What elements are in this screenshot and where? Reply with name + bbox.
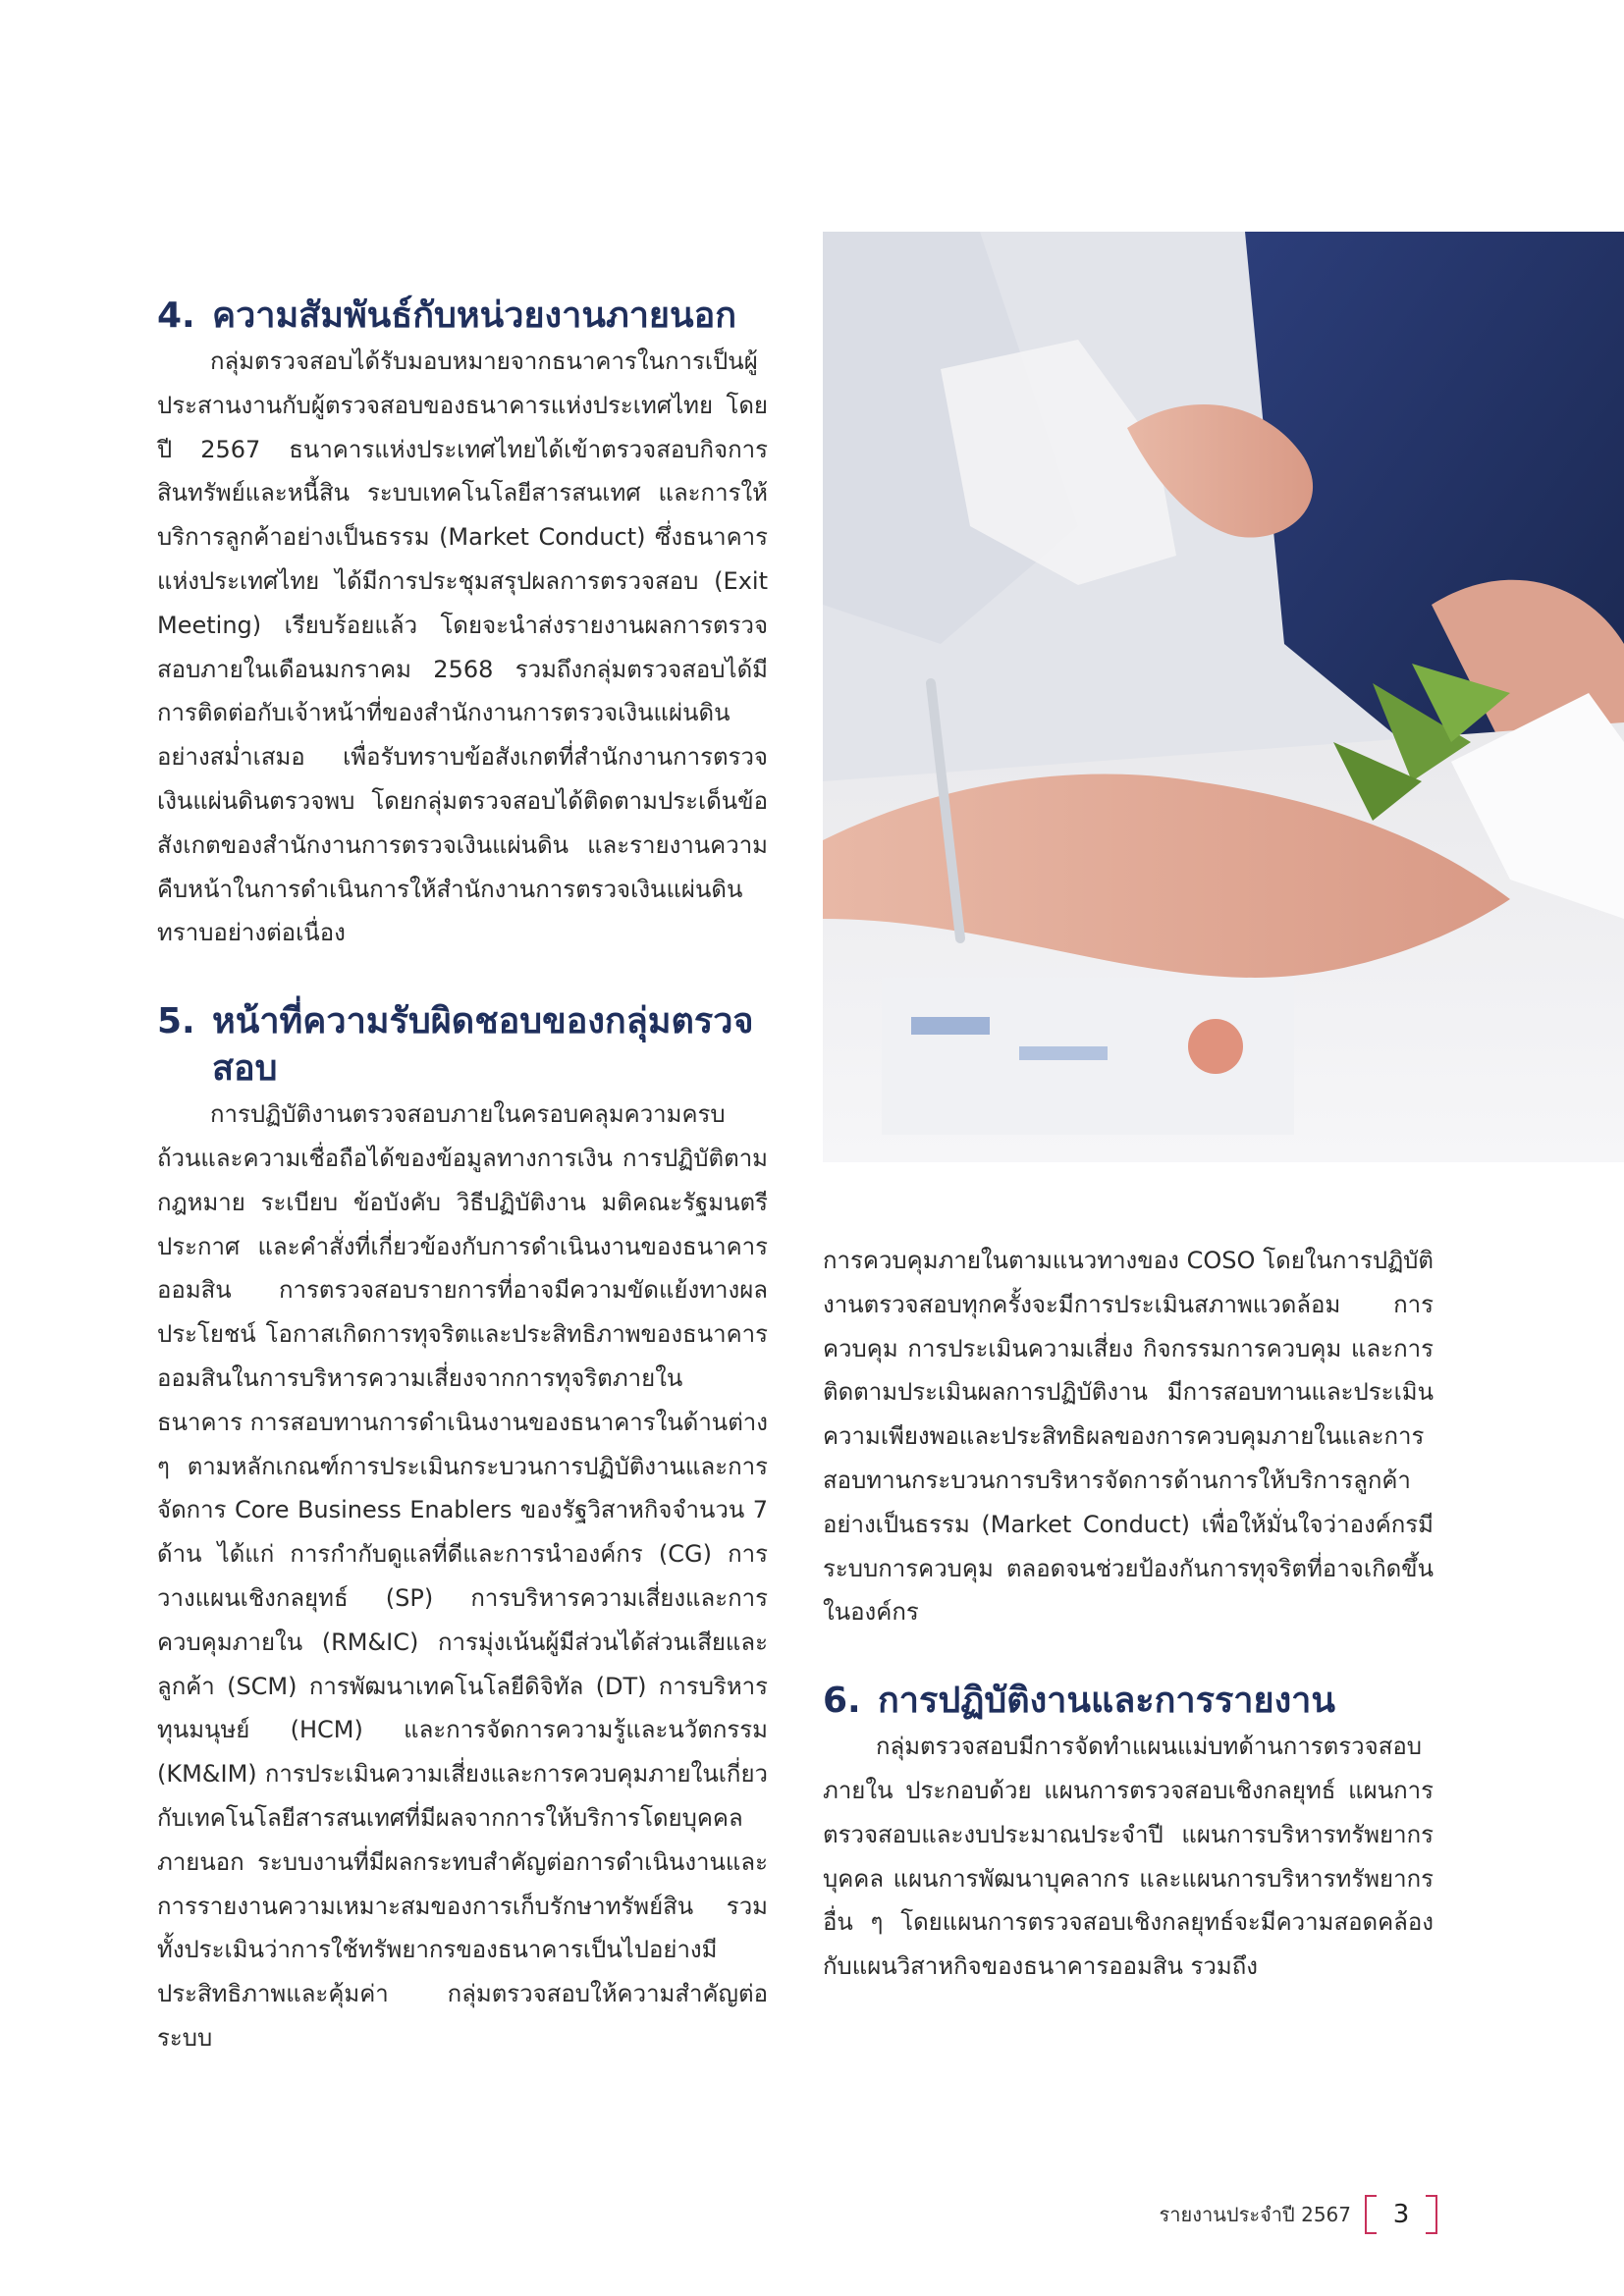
section-4-title: ความสัมพันธ์กับหน่วยงานภายนอก — [212, 295, 737, 336]
section-6-paragraph: กลุ่มตรวจสอบมีการจัดทำแผนแม่บทด้านการตรวจสอบภายใน ประกอบด้วย แผนการตรวจสอบเชิงกลยุทธ์ แผนการตรวจสอบและงบประมาณประจำปี แผนการบริหารทรัพยากรบุคคล แผนการพัฒนาบุคลากร และแผนการบริหารทรัพยากรอื่น ๆ โดยแผนการตรวจสอบเชิงกลยุทธ์จะมีความสอดคล้องกับแผนวิสาหกิจของธนาคารออมสิน รวมถึง — [823, 1733, 1434, 1981]
handshake-photo — [823, 232, 1624, 1162]
right-column — [823, 1239, 1434, 1989]
section-5-paragraph-continued: การควบคุมภายในตามแนวทางของ COSO โดยในการปฏิบัติงานตรวจสอบทุกครั้งจะมีการประเมินสภาพแวดล้อม การควบคุม การประเมินความเสี่ยง กิจกรรมการควบคุม และการติดตามประเมินผลการปฏิบัติงาน มีการสอบทานและประเมินความเพียงพอและประสิทธิผลของการควบคุมภายในและการสอบทานกระบวนการบริหารจัดการด้านการให้บริการลูกค้าอย่างเป็นธรรม (Market Conduct) เพื่อให้มั่นใจว่าองค์กรมีระบบการควบคุม ตลอดจนช่วยป้องกันการทุจริตที่อาจเกิดขึ้นในองค์กร — [823, 1247, 1434, 1627]
section-5-heading — [157, 998, 768, 1093]
page-footer — [1160, 2195, 1437, 2234]
section-4-paragraph: กลุ่มตรวจสอบได้รับมอบหมายจากธนาคารในการเป็นผู้ประสานงานกับผู้ตรวจสอบของธนาคารแห่งประเทศไทย โดยปี 2567 ธนาคารแห่งประเทศไทยได้เข้าตรวจสอบกิจการสินทรัพย์และหนี้สิน ระบบเทคโนโลยีสารสนเทศ และการให้บริการลูกค้าอย่างเป็นธรรม (Market Conduct) ซึ่งธนาคารแห่งประเทศไทย ได้มีการประชุมสรุปผลการตรวจสอบ (Exit Meeting) เรียบร้อยแล้ว โดยจะนำส่งรายงานผลการตรวจสอบภายในเดือนมกราคม 2568 รวมถึงกลุ่มตรวจสอบได้มีการติดต่อกับเจ้าหน้าที่ของสำนักงานการตรวจเงินแผ่นดินอย่างสม่ำเสมอ เพื่อรับทราบข้อสังเกตที่สำนักงานการตรวจเงินแผ่นดินตรวจพบ โดยกลุ่มตรวจสอบได้ติดตามประเด็นข้อสังเกตของสำนักงานการตรวจเงินแผ่นดิน และรายงานความคืบหน้าในการดำเนินการให้สำนักงานการตรวจเงินแผ่นดินทราบอย่างต่อเนื่อง — [157, 347, 768, 947]
section-4-heading — [157, 293, 768, 340]
page-number: 3 — [1365, 2195, 1437, 2234]
handshake-photo-illustration — [823, 232, 1624, 1162]
section-4-number: 4. — [157, 295, 195, 336]
section-5-title: หน้าที่ความรับผิดชอบของกลุ่มตรวจสอบ — [212, 1001, 754, 1090]
footer-report-title: รายงานประจำปี 2567 — [1159, 2203, 1351, 2226]
left-column — [157, 293, 768, 2060]
section-6-heading — [823, 1678, 1434, 1725]
section-5-number: 5. — [157, 1001, 195, 1042]
section-6-number: 6. — [823, 1681, 861, 1722]
section-5-paragraph: การปฏิบัติงานตรวจสอบภายในครอบคลุมความครบถ้วนและความเชื่อถือได้ของข้อมูลทางการเงิน การปฏิบัติตามกฎหมาย ระเบียบ ข้อบังคับ วิธีปฏิบัติงาน มติคณะรัฐมนตรี ประกาศ และคำสั่งที่เกี่ยวข้องกับการดำเนินงานของธนาคารออมสิน การตรวจสอบรายการที่อาจมีความขัดแย้งทางผลประโยชน์ โอกาสเกิดการทุจริตและประสิทธิภาพของธนาคารออมสินในการบริหารความเสี่ยงจากการทุจริตภายในธนาคาร การสอบทานการดำเนินงานของธนาคารในด้านต่าง ๆ ตามหลักเกณฑ์การประเมินกระบวนการปฏิบัติงานและการจัดการ Core Business Enablers ของรัฐวิสาหกิจจำนวน 7 ด้าน ได้แก่ การกำกับดูแลที่ดีและการนำองค์กร (CG) การวางแผนเชิงกลยุทธ์ (SP) การบริหารความเสี่ยงและการควบคุมภายใน (RM&IC) การมุ่งเน้นผู้มีส่วนได้ส่วนเสียและลูกค้า (SCM) การพัฒนาเทคโนโลยีดิจิทัล (DT) การบริหารทุนมนุษย์ (HCM) และการจัดการความรู้และนวัตกรรม (KM&IM) การประเมินความเสี่ยงและการควบคุมภายในเกี่ยวกับเทคโนโลยีสารสนเทศที่มีผลจากการให้บริการโดยบุคคลภายนอก ระบบงานที่มีผลกระทบสำคัญต่อการดำเนินงานและการรายงานความเหมาะสมของการเก็บรักษาทรัพย์สิน รวมทั้งประเมินว่าการใช้ทรัพยากรของธนาคารเป็นไปอย่างมีประสิทธิภาพและคุ้มค่า กลุ่มตรวจสอบให้ความสำคัญต่อระบบ — [157, 1100, 768, 2052]
section-6-title: การปฏิบัติงานและการรายงาน — [878, 1681, 1335, 1722]
